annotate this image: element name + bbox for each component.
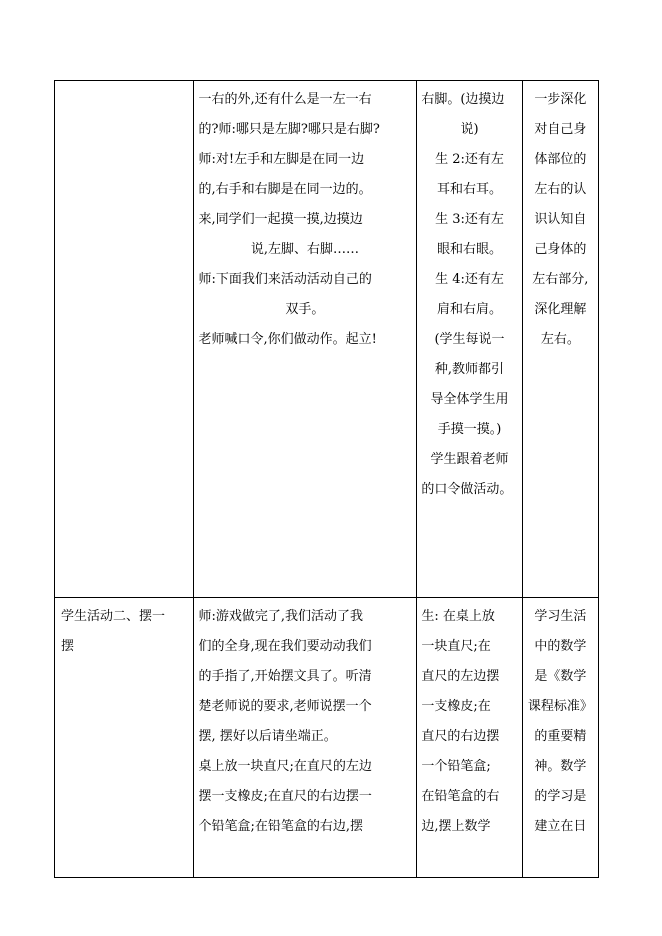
teacher-activity-cell [193, 81, 417, 598]
text-line: 的?师:哪只是左脚?哪只是右脚? [198, 122, 380, 137]
text-line: 的手指了,开始摆文具了。听清 [198, 669, 372, 684]
text-line: 学生跟着老师 [430, 452, 509, 467]
text-line: 眼和右眼。 [436, 242, 502, 257]
text-line: 生 4:还有左 [435, 272, 504, 287]
text-line: 建立在日 [534, 819, 587, 834]
text-line: 学生活动二、摆一 [61, 609, 166, 624]
design-intent-cell [522, 598, 598, 878]
text-line: 己身体的 [534, 242, 587, 257]
text-line: 楚老师说的要求,老师说摆一个 [198, 699, 372, 714]
text-line: 摆, 摆好以后请坐端正。 [198, 729, 337, 744]
text-line: 说) [460, 122, 479, 137]
text-line: 边,摆上数学 [421, 819, 491, 834]
text-line: 的口令做活动。 [421, 482, 513, 497]
text-line: 师:下面我们来活动活动自己的 [198, 272, 372, 287]
text-line: 一个铅笔盒; [421, 759, 491, 774]
text-line: 一块直尺;在 [421, 639, 491, 654]
text-line: 个铅笔盒;在铅笔盒的右边,摆 [198, 819, 364, 834]
text-line: 识认知自 [534, 212, 587, 227]
student-activity-cell [417, 598, 522, 878]
text-line: 课程标准》 [527, 699, 593, 714]
text-line: 双手。 [285, 302, 325, 317]
text-line: 生: 在桌上放 [421, 609, 495, 624]
text-line: 生 2:还有左 [435, 152, 504, 167]
activity-cell [55, 598, 194, 878]
text-line: 神。数学 [534, 759, 587, 774]
text-line: 中的数学 [534, 639, 587, 654]
design-intent-cell [522, 81, 598, 598]
text-line: 生 3:还有左 [435, 212, 504, 227]
text-line: 右脚。(边摸边 [421, 92, 505, 107]
text-line: 一右的外,还有什么是一左一右 [198, 92, 372, 107]
text-line: 说,左脚、右脚…… [250, 242, 359, 257]
table-row [55, 598, 599, 878]
text-line: 手摸一摸。) [437, 422, 502, 437]
table-row [55, 81, 599, 598]
text-line: 们的全身,现在我们要动动我们 [198, 639, 372, 654]
text-line: 左右部分, [532, 272, 589, 287]
text-line: 摆 [61, 639, 75, 654]
lesson-plan-table [54, 80, 599, 878]
text-line: 直尺的右边摆 [421, 729, 500, 744]
text-line: 师:游戏做完了,我们活动了我 [198, 609, 364, 624]
text-line: 学习生活 [534, 609, 587, 624]
text-line: 师:对!左手和左脚是在同一边 [198, 152, 365, 167]
text-line: 体部位的 [534, 152, 587, 167]
text-line: 摆一支橡皮;在直尺的右边摆一 [198, 789, 372, 804]
text-line: 是《数学 [534, 669, 587, 684]
student-activity-cell [417, 81, 522, 598]
text-line: 深化理解 [534, 302, 587, 317]
teacher-activity-cell [193, 598, 417, 878]
text-line: 老师喊口令,你们做动作。起立! [198, 332, 377, 347]
text-line: 桌上放一块直尺;在直尺的左边 [198, 759, 372, 774]
text-line: 导全体学生用 [430, 392, 509, 407]
text-line: 一步深化 [534, 92, 587, 107]
activity-cell [55, 81, 194, 598]
text-line: 的,右手和右脚是在同一边的。 [198, 182, 372, 197]
text-line: 的重要精 [534, 729, 587, 744]
text-line: 直尺的左边摆 [421, 669, 500, 684]
text-line: 肩和右肩。 [436, 302, 502, 317]
text-line: 耳和右耳。 [436, 182, 502, 197]
text-line: 一支橡皮;在 [421, 699, 491, 714]
text-line: 左右。 [540, 332, 580, 347]
text-line: 左右的认 [534, 182, 587, 197]
text-line: 对自己身 [534, 122, 587, 137]
text-line: 种,教师都引 [434, 362, 505, 377]
text-line: 来,同学们一起摸一摸,边摸边 [198, 212, 363, 227]
text-line: (学生每说一 [434, 332, 505, 347]
text-line: 的学习是 [534, 789, 587, 804]
text-line: 在铅笔盒的右 [421, 789, 500, 804]
